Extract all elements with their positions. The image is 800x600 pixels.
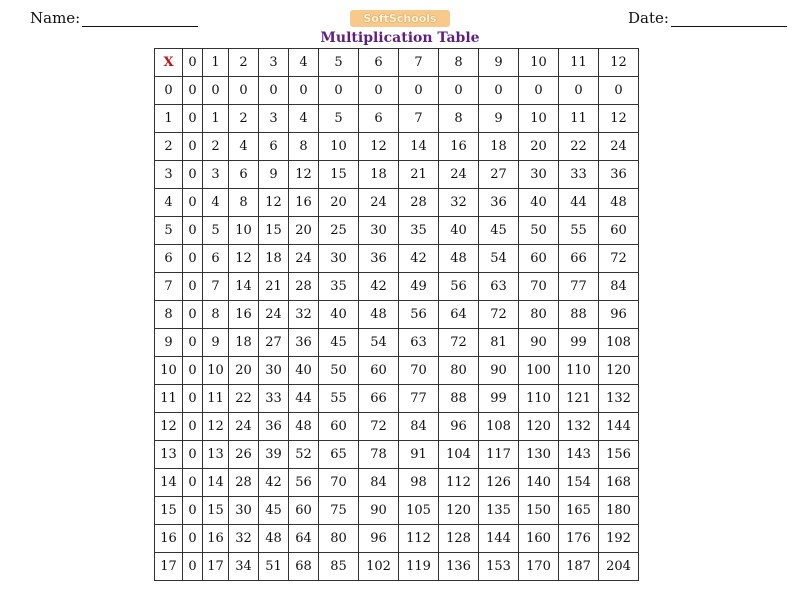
- table-cell: 9: [203, 329, 229, 357]
- table-cell: 63: [479, 273, 519, 301]
- table-cell: 0: [183, 77, 203, 105]
- table-cell: 90: [479, 357, 519, 385]
- table-cell: 9: [259, 161, 289, 189]
- table-cell: 36: [259, 413, 289, 441]
- table-row: [155, 273, 639, 301]
- table-cell: 6: [203, 245, 229, 273]
- table-cell: 100: [519, 357, 559, 385]
- table-cell: 51: [259, 553, 289, 581]
- table-cell: 36: [599, 161, 639, 189]
- column-header-cell: 0: [183, 49, 203, 77]
- row-header-cell: 9: [155, 329, 183, 357]
- table-cell: 102: [359, 553, 399, 581]
- table-cell: 18: [359, 161, 399, 189]
- table-cell: 144: [479, 525, 519, 553]
- table-cell: 80: [519, 301, 559, 329]
- table-cell: 84: [359, 469, 399, 497]
- table-cell: 77: [399, 385, 439, 413]
- table-cell: 0: [183, 189, 203, 217]
- name-field: [30, 8, 198, 27]
- table-cell: 16: [289, 189, 319, 217]
- table-cell: 0: [183, 357, 203, 385]
- table-cell: 96: [439, 413, 479, 441]
- table-cell: 0: [183, 245, 203, 273]
- date-label: Date:: [628, 9, 669, 27]
- table-cell: 70: [519, 273, 559, 301]
- table-cell: 0: [559, 77, 599, 105]
- table-row: [155, 77, 639, 105]
- table-cell: 42: [399, 245, 439, 273]
- table-cell: 18: [229, 329, 259, 357]
- table-cell: 6: [229, 161, 259, 189]
- table-cell: 2: [203, 133, 229, 161]
- table-cell: 33: [259, 385, 289, 413]
- table-cell: 12: [259, 189, 289, 217]
- table-cell: 30: [259, 357, 289, 385]
- table-cell: 108: [479, 413, 519, 441]
- table-cell: 4: [229, 133, 259, 161]
- table-cell: 32: [289, 301, 319, 329]
- row-header-cell: 0: [155, 77, 183, 105]
- table-cell: 0: [519, 77, 559, 105]
- table-cell: 30: [359, 217, 399, 245]
- table-cell: 0: [183, 413, 203, 441]
- row-header-cell: 13: [155, 441, 183, 469]
- table-cell: 135: [479, 497, 519, 525]
- table-cell: 54: [359, 329, 399, 357]
- table-cell: 52: [289, 441, 319, 469]
- table-cell: 0: [359, 77, 399, 105]
- table-cell: 78: [359, 441, 399, 469]
- table-cell: 36: [359, 245, 399, 273]
- table-row: [155, 161, 639, 189]
- table-cell: 5: [319, 105, 359, 133]
- table-cell: 165: [559, 497, 599, 525]
- table-cell: 44: [289, 385, 319, 413]
- table-cell: 40: [289, 357, 319, 385]
- table-cell: 39: [259, 441, 289, 469]
- table-cell: 132: [599, 385, 639, 413]
- table-cell: 40: [319, 301, 359, 329]
- table-cell: 98: [399, 469, 439, 497]
- table-cell: 120: [599, 357, 639, 385]
- table-cell: 20: [229, 357, 259, 385]
- column-header-cell: 10: [519, 49, 559, 77]
- table-cell: 0: [229, 77, 259, 105]
- table-row: [155, 133, 639, 161]
- table-cell: 56: [289, 469, 319, 497]
- table-cell: 4: [289, 105, 319, 133]
- table-row: [155, 385, 639, 413]
- table-cell: 10: [319, 133, 359, 161]
- table-cell: 110: [519, 385, 559, 413]
- column-header-cell: 1: [203, 49, 229, 77]
- table-cell: 25: [319, 217, 359, 245]
- column-header-cell: 2: [229, 49, 259, 77]
- row-header-cell: 14: [155, 469, 183, 497]
- table-cell: 10: [203, 357, 229, 385]
- table-cell: 24: [359, 189, 399, 217]
- table-cell: 0: [289, 77, 319, 105]
- table-cell: 15: [203, 497, 229, 525]
- table-cell: 8: [203, 301, 229, 329]
- row-header-cell: 3: [155, 161, 183, 189]
- table-cell: 192: [599, 525, 639, 553]
- name-blank-line: [82, 8, 198, 27]
- row-header-cell: 17: [155, 553, 183, 581]
- table-cell: 28: [399, 189, 439, 217]
- table-row: [155, 497, 639, 525]
- table-cell: 154: [559, 469, 599, 497]
- table-cell: 63: [399, 329, 439, 357]
- table-cell: 144: [599, 413, 639, 441]
- table-cell: 11: [203, 385, 229, 413]
- name-label: Name:: [30, 9, 81, 27]
- table-cell: 3: [259, 105, 289, 133]
- table-cell: 60: [599, 217, 639, 245]
- table-cell: 0: [183, 273, 203, 301]
- table-cell: 27: [259, 329, 289, 357]
- table-cell: 32: [439, 189, 479, 217]
- table-cell: 13: [203, 441, 229, 469]
- table-row: [155, 525, 639, 553]
- table-cell: 32: [229, 525, 259, 553]
- table-cell: 60: [519, 245, 559, 273]
- table-cell: 17: [203, 553, 229, 581]
- column-header-cell: 6: [359, 49, 399, 77]
- table-cell: 12: [229, 245, 259, 273]
- table-row: [155, 105, 639, 133]
- table-row: [155, 245, 639, 273]
- table-cell: 8: [439, 105, 479, 133]
- table-cell: 70: [399, 357, 439, 385]
- table-cell: 72: [599, 245, 639, 273]
- table-cell: 10: [229, 217, 259, 245]
- date-blank-line: [671, 8, 787, 27]
- table-cell: 88: [439, 385, 479, 413]
- table-cell: 16: [203, 525, 229, 553]
- column-header-cell: 4: [289, 49, 319, 77]
- table-cell: 0: [183, 441, 203, 469]
- table-cell: 30: [229, 497, 259, 525]
- row-header-cell: 7: [155, 273, 183, 301]
- table-cell: 66: [359, 385, 399, 413]
- table-cell: 90: [359, 497, 399, 525]
- table-cell: 64: [439, 301, 479, 329]
- table-cell: 1: [203, 105, 229, 133]
- table-cell: 90: [519, 329, 559, 357]
- table-cell: 204: [599, 553, 639, 581]
- table-cell: 0: [183, 469, 203, 497]
- row-header-cell: 15: [155, 497, 183, 525]
- table-row: [155, 553, 639, 581]
- table-cell: 112: [439, 469, 479, 497]
- table-cell: 0: [183, 329, 203, 357]
- row-header-cell: 6: [155, 245, 183, 273]
- table-cell: 0: [183, 497, 203, 525]
- table-cell: 72: [479, 301, 519, 329]
- table-cell: 0: [183, 525, 203, 553]
- table-cell: 24: [259, 301, 289, 329]
- table-cell: 48: [289, 413, 319, 441]
- table-cell: 60: [359, 357, 399, 385]
- table-cell: 35: [399, 217, 439, 245]
- table-cell: 168: [599, 469, 639, 497]
- table-cell: 156: [599, 441, 639, 469]
- table-cell: 45: [319, 329, 359, 357]
- table-header-row: [155, 49, 639, 77]
- table-cell: 4: [203, 189, 229, 217]
- table-row: [155, 469, 639, 497]
- table-cell: 99: [479, 385, 519, 413]
- table-cell: 160: [519, 525, 559, 553]
- row-header-cell: 16: [155, 525, 183, 553]
- table-cell: 18: [259, 245, 289, 273]
- table-cell: 20: [319, 189, 359, 217]
- table-cell: 0: [183, 161, 203, 189]
- table-cell: 80: [439, 357, 479, 385]
- table-cell: 65: [319, 441, 359, 469]
- table-cell: 34: [229, 553, 259, 581]
- table-cell: 72: [359, 413, 399, 441]
- table-row: [155, 329, 639, 357]
- table-cell: 24: [229, 413, 259, 441]
- table-cell: 126: [479, 469, 519, 497]
- table-cell: 72: [439, 329, 479, 357]
- table-cell: 55: [559, 217, 599, 245]
- table-cell: 54: [479, 245, 519, 273]
- column-header-cell: 5: [319, 49, 359, 77]
- table-cell: 6: [359, 105, 399, 133]
- table-cell: 27: [479, 161, 519, 189]
- multiplication-table: [154, 48, 639, 581]
- table-cell: 70: [319, 469, 359, 497]
- column-header-cell: 3: [259, 49, 289, 77]
- table-cell: 8: [289, 133, 319, 161]
- table-cell: 36: [479, 189, 519, 217]
- table-cell: 150: [519, 497, 559, 525]
- table-cell: 7: [399, 105, 439, 133]
- table-cell: 117: [479, 441, 519, 469]
- table-cell: 0: [183, 217, 203, 245]
- page-title: Multiplication Table: [320, 30, 480, 46]
- table-cell: 24: [599, 133, 639, 161]
- table-cell: 64: [289, 525, 319, 553]
- table-cell: 42: [259, 469, 289, 497]
- column-header-cell: 12: [599, 49, 639, 77]
- table-cell: 20: [519, 133, 559, 161]
- table-cell: 18: [479, 133, 519, 161]
- table-cell: 0: [599, 77, 639, 105]
- table-cell: 55: [319, 385, 359, 413]
- table-cell: 45: [259, 497, 289, 525]
- table-cell: 0: [259, 77, 289, 105]
- row-header-cell: 10: [155, 357, 183, 385]
- table-cell: 91: [399, 441, 439, 469]
- table-cell: 28: [289, 273, 319, 301]
- table-cell: 50: [319, 357, 359, 385]
- table-cell: 12: [203, 413, 229, 441]
- table-cell: 0: [183, 105, 203, 133]
- table-cell: 49: [399, 273, 439, 301]
- table-cell: 176: [559, 525, 599, 553]
- table-cell: 33: [559, 161, 599, 189]
- table-cell: 30: [519, 161, 559, 189]
- table-cell: 105: [399, 497, 439, 525]
- table-cell: 30: [319, 245, 359, 273]
- row-header-cell: 5: [155, 217, 183, 245]
- table-cell: 26: [229, 441, 259, 469]
- table-cell: 85: [319, 553, 359, 581]
- table-cell: 14: [229, 273, 259, 301]
- column-header-cell: 11: [559, 49, 599, 77]
- table-cell: 9: [479, 105, 519, 133]
- table-cell: 50: [519, 217, 559, 245]
- table-cell: 11: [559, 105, 599, 133]
- table-cell: 3: [203, 161, 229, 189]
- table-cell: 15: [319, 161, 359, 189]
- date-field: [628, 8, 787, 27]
- table-cell: 48: [259, 525, 289, 553]
- table-corner-x: X: [155, 49, 183, 77]
- column-header-cell: 9: [479, 49, 519, 77]
- table-cell: 35: [319, 273, 359, 301]
- table-cell: 96: [599, 301, 639, 329]
- table-cell: 16: [229, 301, 259, 329]
- table-cell: 15: [259, 217, 289, 245]
- table-cell: 20: [289, 217, 319, 245]
- table-cell: 16: [439, 133, 479, 161]
- table-cell: 8: [229, 189, 259, 217]
- table-cell: 68: [289, 553, 319, 581]
- table-cell: 77: [559, 273, 599, 301]
- column-header-cell: 8: [439, 49, 479, 77]
- table-cell: 84: [599, 273, 639, 301]
- table-cell: 84: [399, 413, 439, 441]
- table-cell: 81: [479, 329, 519, 357]
- table-cell: 40: [519, 189, 559, 217]
- row-header-cell: 2: [155, 133, 183, 161]
- table-cell: 42: [359, 273, 399, 301]
- table-cell: 75: [319, 497, 359, 525]
- table-cell: 136: [439, 553, 479, 581]
- table-cell: 40: [439, 217, 479, 245]
- table-cell: 0: [203, 77, 229, 105]
- table-cell: 0: [183, 385, 203, 413]
- table-cell: 21: [399, 161, 439, 189]
- table-cell: 153: [479, 553, 519, 581]
- table-cell: 110: [559, 357, 599, 385]
- table-cell: 28: [229, 469, 259, 497]
- table-cell: 88: [559, 301, 599, 329]
- table-cell: 0: [479, 77, 519, 105]
- table-cell: 14: [203, 469, 229, 497]
- table-row: [155, 413, 639, 441]
- row-header-cell: 4: [155, 189, 183, 217]
- table-cell: 2: [229, 105, 259, 133]
- column-header-cell: 7: [399, 49, 439, 77]
- row-header-cell: 12: [155, 413, 183, 441]
- table-cell: 12: [359, 133, 399, 161]
- table-cell: 99: [559, 329, 599, 357]
- table-cell: 10: [519, 105, 559, 133]
- row-header-cell: 1: [155, 105, 183, 133]
- table-cell: 0: [183, 301, 203, 329]
- table-cell: 48: [599, 189, 639, 217]
- table-cell: 7: [203, 273, 229, 301]
- table-cell: 45: [479, 217, 519, 245]
- table-cell: 128: [439, 525, 479, 553]
- table-row: [155, 441, 639, 469]
- table-cell: 36: [289, 329, 319, 357]
- table-cell: 0: [183, 553, 203, 581]
- table-cell: 80: [319, 525, 359, 553]
- table-cell: 104: [439, 441, 479, 469]
- table-cell: 21: [259, 273, 289, 301]
- table-cell: 66: [559, 245, 599, 273]
- table-cell: 48: [439, 245, 479, 273]
- table-cell: 44: [559, 189, 599, 217]
- table-cell: 60: [319, 413, 359, 441]
- table-row: [155, 189, 639, 217]
- row-header-cell: 8: [155, 301, 183, 329]
- table-cell: 170: [519, 553, 559, 581]
- table-cell: 140: [519, 469, 559, 497]
- table-cell: 132: [559, 413, 599, 441]
- table-cell: 48: [359, 301, 399, 329]
- softschools-logo: SoftSchools: [350, 10, 450, 27]
- table-cell: 0: [319, 77, 359, 105]
- table-cell: 187: [559, 553, 599, 581]
- table-cell: 180: [599, 497, 639, 525]
- table-cell: 108: [599, 329, 639, 357]
- table-cell: 60: [289, 497, 319, 525]
- table-row: [155, 217, 639, 245]
- row-header-cell: 11: [155, 385, 183, 413]
- table-cell: 96: [359, 525, 399, 553]
- table-cell: 56: [439, 273, 479, 301]
- table-cell: 22: [229, 385, 259, 413]
- table-cell: 12: [289, 161, 319, 189]
- table-cell: 119: [399, 553, 439, 581]
- table-cell: 120: [439, 497, 479, 525]
- table-cell: 121: [559, 385, 599, 413]
- table-cell: 56: [399, 301, 439, 329]
- table-cell: 6: [259, 133, 289, 161]
- table-cell: 5: [203, 217, 229, 245]
- table-cell: 0: [183, 133, 203, 161]
- table-cell: 14: [399, 133, 439, 161]
- table-cell: 0: [439, 77, 479, 105]
- table-row: [155, 357, 639, 385]
- table-cell: 12: [599, 105, 639, 133]
- table-cell: 112: [399, 525, 439, 553]
- table-cell: 130: [519, 441, 559, 469]
- table-cell: 22: [559, 133, 599, 161]
- table-cell: 24: [439, 161, 479, 189]
- table-cell: 143: [559, 441, 599, 469]
- table-cell: 24: [289, 245, 319, 273]
- table-cell: 120: [519, 413, 559, 441]
- table-row: [155, 301, 639, 329]
- table-cell: 0: [399, 77, 439, 105]
